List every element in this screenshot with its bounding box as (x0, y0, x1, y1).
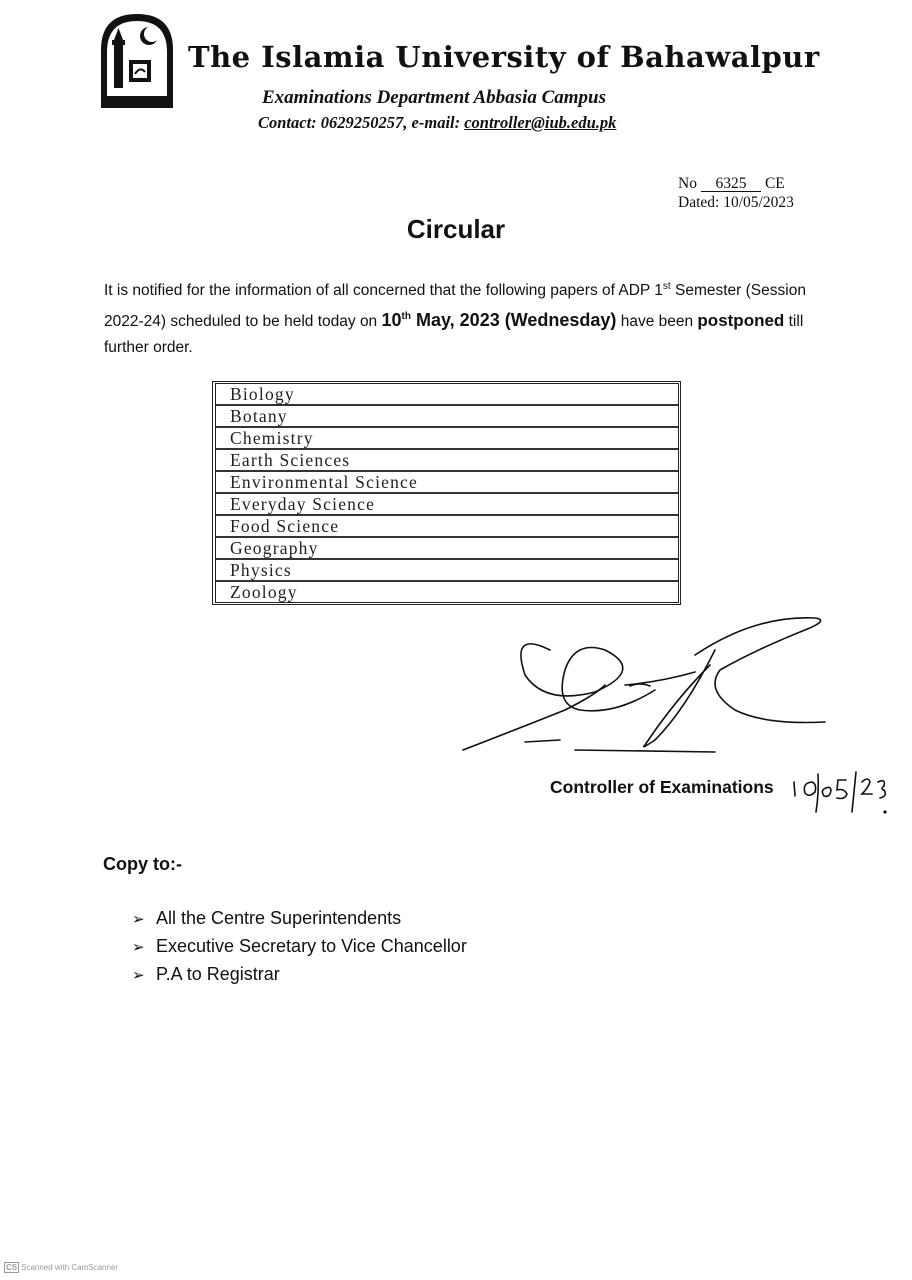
reference-number: 6325 (701, 176, 761, 192)
subject-row: Chemistry (216, 428, 678, 450)
scanner-watermark (4, 1262, 118, 1273)
notice-postponed: postponed (697, 311, 785, 331)
subject-row: Zoology (230, 582, 298, 602)
arrow-bullet-icon: ➢ (132, 911, 145, 928)
arrow-bullet-icon: ➢ (132, 967, 145, 984)
list-item (132, 933, 467, 961)
subject-row: Geography (216, 538, 678, 560)
notice-text-1: It is notified for the information of all concerned that the following papers of ADP 1 (104, 282, 663, 300)
list-item (132, 905, 467, 933)
list-item (132, 961, 467, 989)
department-name: Examinations Department Abbasia Campus (262, 87, 607, 108)
no-label: No (678, 175, 697, 192)
reference-date-line (678, 193, 794, 212)
contact-phone: Contact: 0629250257, e-mail: (258, 113, 465, 132)
signatory-title: Controller of Examinations (550, 777, 774, 797)
subject-row: Biology (216, 384, 678, 406)
scanner-badge: CS (6, 1263, 18, 1272)
copy-to-item: All the Centre Superintendents (156, 908, 402, 928)
arrow-bullet-icon: ➢ (132, 939, 145, 956)
subject-row: Everyday Science (216, 494, 678, 516)
notice-text-3: have been (616, 313, 698, 331)
notice-day: 10 (381, 310, 402, 331)
reference-suffix: CE (764, 175, 785, 192)
dated-label: Dated: (678, 194, 720, 211)
subject-row: Environmental Science (216, 472, 678, 494)
copy-to-label: Copy to:- (103, 854, 182, 874)
subject-row: Physics (216, 560, 678, 582)
copy-to-item: P.A to Registrar (156, 964, 280, 984)
subject-row: Food Science (216, 516, 678, 538)
contact-email-link[interactable]: controller@iub.edu.pk (464, 113, 617, 132)
copy-to-list (132, 905, 467, 989)
notice-text-4: till further order. (104, 313, 804, 357)
reference-block (678, 174, 794, 212)
notice-date (382, 310, 617, 330)
reference-number-line (678, 174, 794, 193)
university-name: The Islamia University of Bahawalpur (188, 40, 820, 74)
notice-date-rest: May, 2023 (Wednesday) (410, 310, 617, 331)
university-logo (97, 10, 177, 110)
subject-row: Earth Sciences (216, 450, 678, 472)
scanner-text: Scanned with CamScanner (21, 1263, 119, 1272)
contact-line (258, 113, 616, 133)
copy-to-item: Executive Secretary to Vice Chancellor (156, 936, 467, 956)
subjects-table (212, 381, 681, 605)
notice-ordinal-1: st (662, 281, 671, 292)
notice-paragraph (104, 274, 824, 361)
notice-text-2: Semester (Session 2022-24) scheduled to be held today on (104, 282, 806, 331)
page-title: Circular (406, 214, 506, 244)
handwritten-date (790, 768, 910, 816)
handwritten-signature (455, 610, 835, 760)
reference-date: 10/05/2023 (723, 194, 794, 211)
subject-row: Botany (216, 406, 678, 428)
notice-ordinal-2: th (401, 311, 411, 323)
